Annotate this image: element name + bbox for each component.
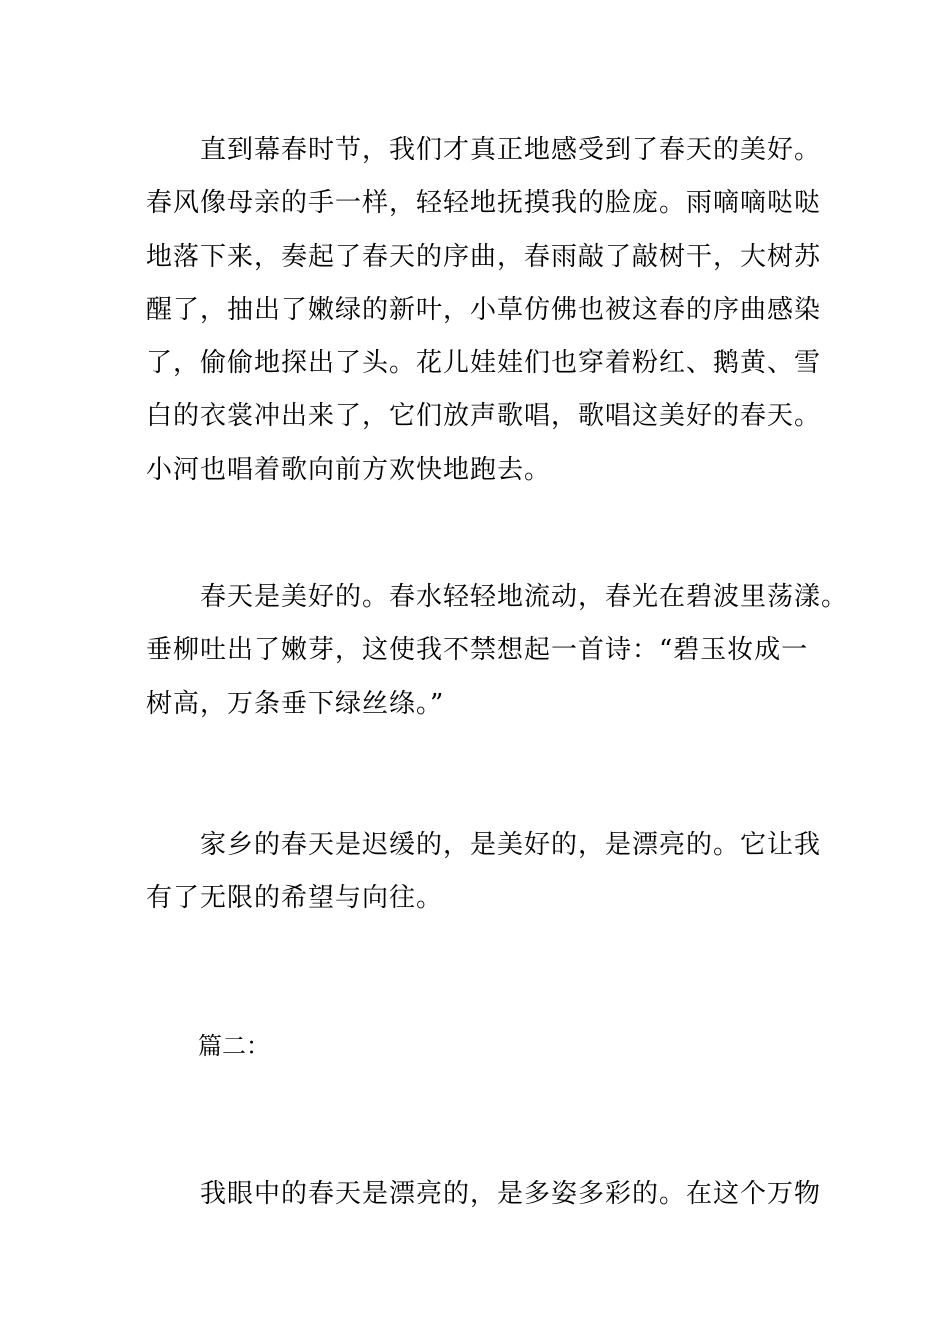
paragraph-spring-beauty	[146, 571, 849, 731]
paragraph-line: 春风像母亲的手一样，轻轻地抚摸我的脸庞。雨嘀嘀哒哒	[146, 188, 822, 219]
section-heading: 篇二：	[198, 1032, 270, 1060]
paragraph-line: 家乡的春天是迟缓的，是美好的，是漂亮的。它让我	[200, 830, 822, 860]
paragraph-line: 地落下来，奏起了春天的序曲，春雨敲了敲树干，大树苏	[146, 241, 822, 272]
paragraph-line: 小河也唱着歌向前方欢快地跑去。	[146, 454, 552, 485]
paragraph-line: 醒了，抽出了嫩绿的新叶，小草仿佛也被这春的序曲感染	[146, 294, 822, 325]
paragraph-line: 春天是美好的。春水轻轻地流动，春光在碧波里荡漾。	[200, 582, 849, 612]
paragraph-line: 白的衣裳冲出来了，它们放声歌唱，歌唱这美好的春天。	[146, 401, 822, 432]
paragraph-line: 直到幕春时节，我们才真正地感受到了春天的美好。	[200, 135, 822, 165]
paragraph-colorful-spring	[146, 1168, 846, 1221]
paragraph-late-spring	[146, 124, 846, 497]
paragraph-line: 有了无限的希望与向往。	[146, 883, 444, 914]
paragraph-hometown-spring	[146, 819, 846, 926]
paragraph-line: 树高，万条垂下绿丝绦。”	[146, 688, 445, 719]
paragraph-line: 了，偷偷地探出了头。花儿娃娃们也穿着粉红、鹅黄、雪	[146, 348, 822, 379]
paragraph-line: 垂柳吐出了嫩芽，这使我不禁想起一首诗：“碧玉妆成一	[146, 635, 809, 666]
paragraph-line: 我眼中的春天是漂亮的，是多姿多彩的。在这个万物	[200, 1179, 822, 1209]
